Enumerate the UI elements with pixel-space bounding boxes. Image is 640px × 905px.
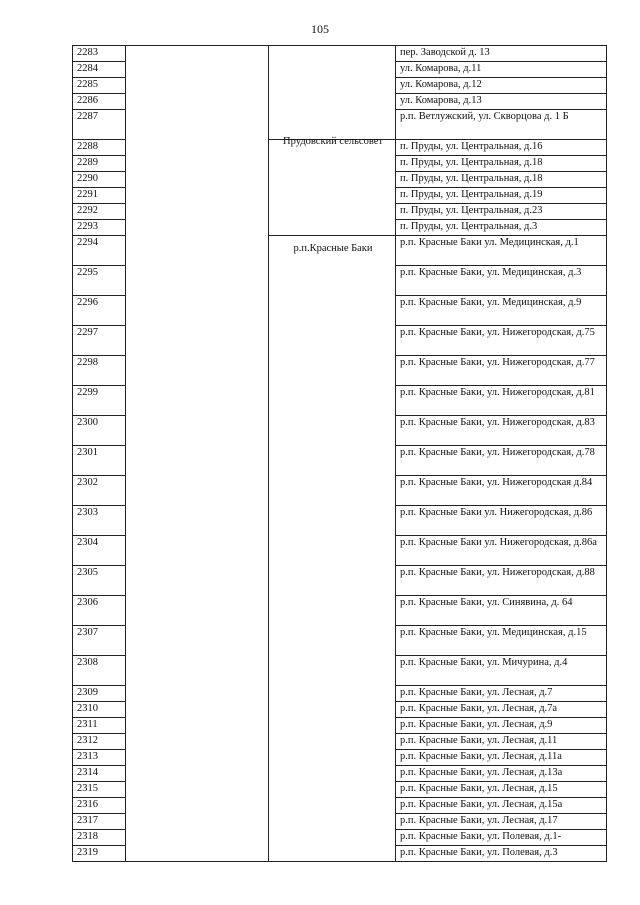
row-number: 2313: [73, 750, 126, 766]
address-cell: р.п. Красные Баки ул. Нижегородская, д.86: [396, 506, 607, 536]
row-number: 2291: [73, 188, 126, 204]
address-cell: ул. Комарова, д.11: [396, 62, 607, 78]
settlement-name-krasnye-baki: р.п.Красные Баки: [293, 243, 373, 254]
row-number: 2294: [73, 236, 126, 266]
settlement-cell-prudovsky: [269, 136, 396, 236]
address-cell: р.п. Красные Баки, ул. Нижегородская, д.77: [396, 356, 607, 386]
page-number: 105: [311, 22, 329, 36]
address-cell: р.п. Красные Баки, ул. Лесная, д.17: [396, 814, 607, 830]
row-number: 2304: [73, 536, 126, 566]
row-number: 2309: [73, 686, 126, 702]
row-number: 2316: [73, 798, 126, 814]
address-cell: ул. Комарова, д.12: [396, 78, 607, 94]
row-number: 2290: [73, 172, 126, 188]
address-cell: р.п. Красные Баки, ул. Лесная, д.7: [396, 686, 607, 702]
row-number: 2301: [73, 446, 126, 476]
row-number: 2289: [73, 156, 126, 172]
row-number: 2306: [73, 596, 126, 626]
row-number: 2308: [73, 656, 126, 686]
row-number: 2311: [73, 718, 126, 734]
row-number: 2305: [73, 566, 126, 596]
row-number: 2319: [73, 846, 126, 862]
row-number: 2318: [73, 830, 126, 846]
address-cell: р.п. Красные Баки, ул. Нижегородская, д.83: [396, 416, 607, 446]
row-number: 2297: [73, 326, 126, 356]
row-number: 2310: [73, 702, 126, 718]
row-number: 2286: [73, 94, 126, 110]
address-cell: п. Пруды, ул. Центральная, д.18: [396, 156, 607, 172]
settlement-name-prudovsky: Прудовский сельсовет: [283, 136, 383, 147]
address-cell: р.п. Красные Баки, ул. Лесная, д.15а: [396, 798, 607, 814]
address-register-table: [72, 45, 607, 862]
row-number: 2307: [73, 626, 126, 656]
row-number: 2283: [73, 46, 126, 62]
address-cell: р.п. Красные Баки, ул. Медицинская, д.3: [396, 266, 607, 296]
row-number: 2288: [73, 140, 126, 156]
address-cell: ул. Комарова, д.13: [396, 94, 607, 110]
address-cell: п. Пруды, ул. Центральная, д.23: [396, 204, 607, 220]
settlement-cell-krasnye-baki: [269, 236, 396, 862]
row-number: 2284: [73, 62, 126, 78]
address-cell: п. Пруды, ул. Центральная, д.19: [396, 188, 607, 204]
address-cell: р.п. Красные Баки, ул. Синявина, д. 64: [396, 596, 607, 626]
row-number: 2303: [73, 506, 126, 536]
row-number: 2292: [73, 204, 126, 220]
row-number: 2299: [73, 386, 126, 416]
address-cell: р.п. Красные Баки, ул. Лесная, д.7а: [396, 702, 607, 718]
address-cell: р.п. Красные Баки, ул. Лесная, д.13а: [396, 766, 607, 782]
address-cell: р.п. Красные Баки, ул. Медицинская, д.15: [396, 626, 607, 656]
address-cell: р.п. Красные Баки, ул. Лесная, д.9: [396, 718, 607, 734]
row-number: 2317: [73, 814, 126, 830]
address-cell: р.п. Красные Баки, ул. Нижегородская, д.75: [396, 326, 607, 356]
address-cell: р.п. Ветлужский, ул. Скворцова д. 1 Б: [396, 110, 607, 140]
address-cell: р.п. Красные Баки, ул. Мичурина, д.4: [396, 656, 607, 686]
address-cell: р.п. Красные Баки, ул. Нижегородская, д.81: [396, 386, 607, 416]
row-number: 2302: [73, 476, 126, 506]
row-number: 2285: [73, 78, 126, 94]
row-number: 2298: [73, 356, 126, 386]
address-cell: пер. Заводской д. 13: [396, 46, 607, 62]
address-cell: р.п. Красные Баки, ул. Полевая, д.1-: [396, 830, 607, 846]
row-number: 2312: [73, 734, 126, 750]
table-row: [73, 46, 607, 62]
address-cell: р.п. Красные Баки, ул. Нижегородская д.84: [396, 476, 607, 506]
address-cell: р.п. Красные Баки, ул. Полевая, д.3: [396, 846, 607, 862]
address-cell: р.п. Красные Баки, ул. Лесная, д.11: [396, 734, 607, 750]
row-number: 2315: [73, 782, 126, 798]
address-cell: р.п. Красные Баки, ул. Лесная, д.15: [396, 782, 607, 798]
row-number: 2295: [73, 266, 126, 296]
district-cell: [126, 46, 269, 862]
address-cell: р.п. Красные Баки, ул. Нижегородская, д.88: [396, 566, 607, 596]
address-cell: п. Пруды, ул. Центральная, д.16: [396, 140, 607, 156]
address-cell: р.п. Красные Баки, ул. Нижегородская, д.78: [396, 446, 607, 476]
address-cell: р.п. Красные Баки, ул. Лесная, д.11а: [396, 750, 607, 766]
row-number: 2287: [73, 110, 126, 140]
address-cell: п. Пруды, ул. Центральная, д.3: [396, 220, 607, 236]
address-cell: р.п. Красные Баки, ул. Медицинская, д.9: [396, 296, 607, 326]
address-cell: р.п. Красные Баки ул. Медицинская, д.1: [396, 236, 607, 266]
row-number: 2293: [73, 220, 126, 236]
row-number: 2296: [73, 296, 126, 326]
row-number: 2314: [73, 766, 126, 782]
address-cell: п. Пруды, ул. Центральная, д.18: [396, 172, 607, 188]
row-number: 2300: [73, 416, 126, 446]
settlement-cell-previous: [269, 46, 396, 140]
address-cell: р.п. Красные Баки ул. Нижегородская, д.86а: [396, 536, 607, 566]
